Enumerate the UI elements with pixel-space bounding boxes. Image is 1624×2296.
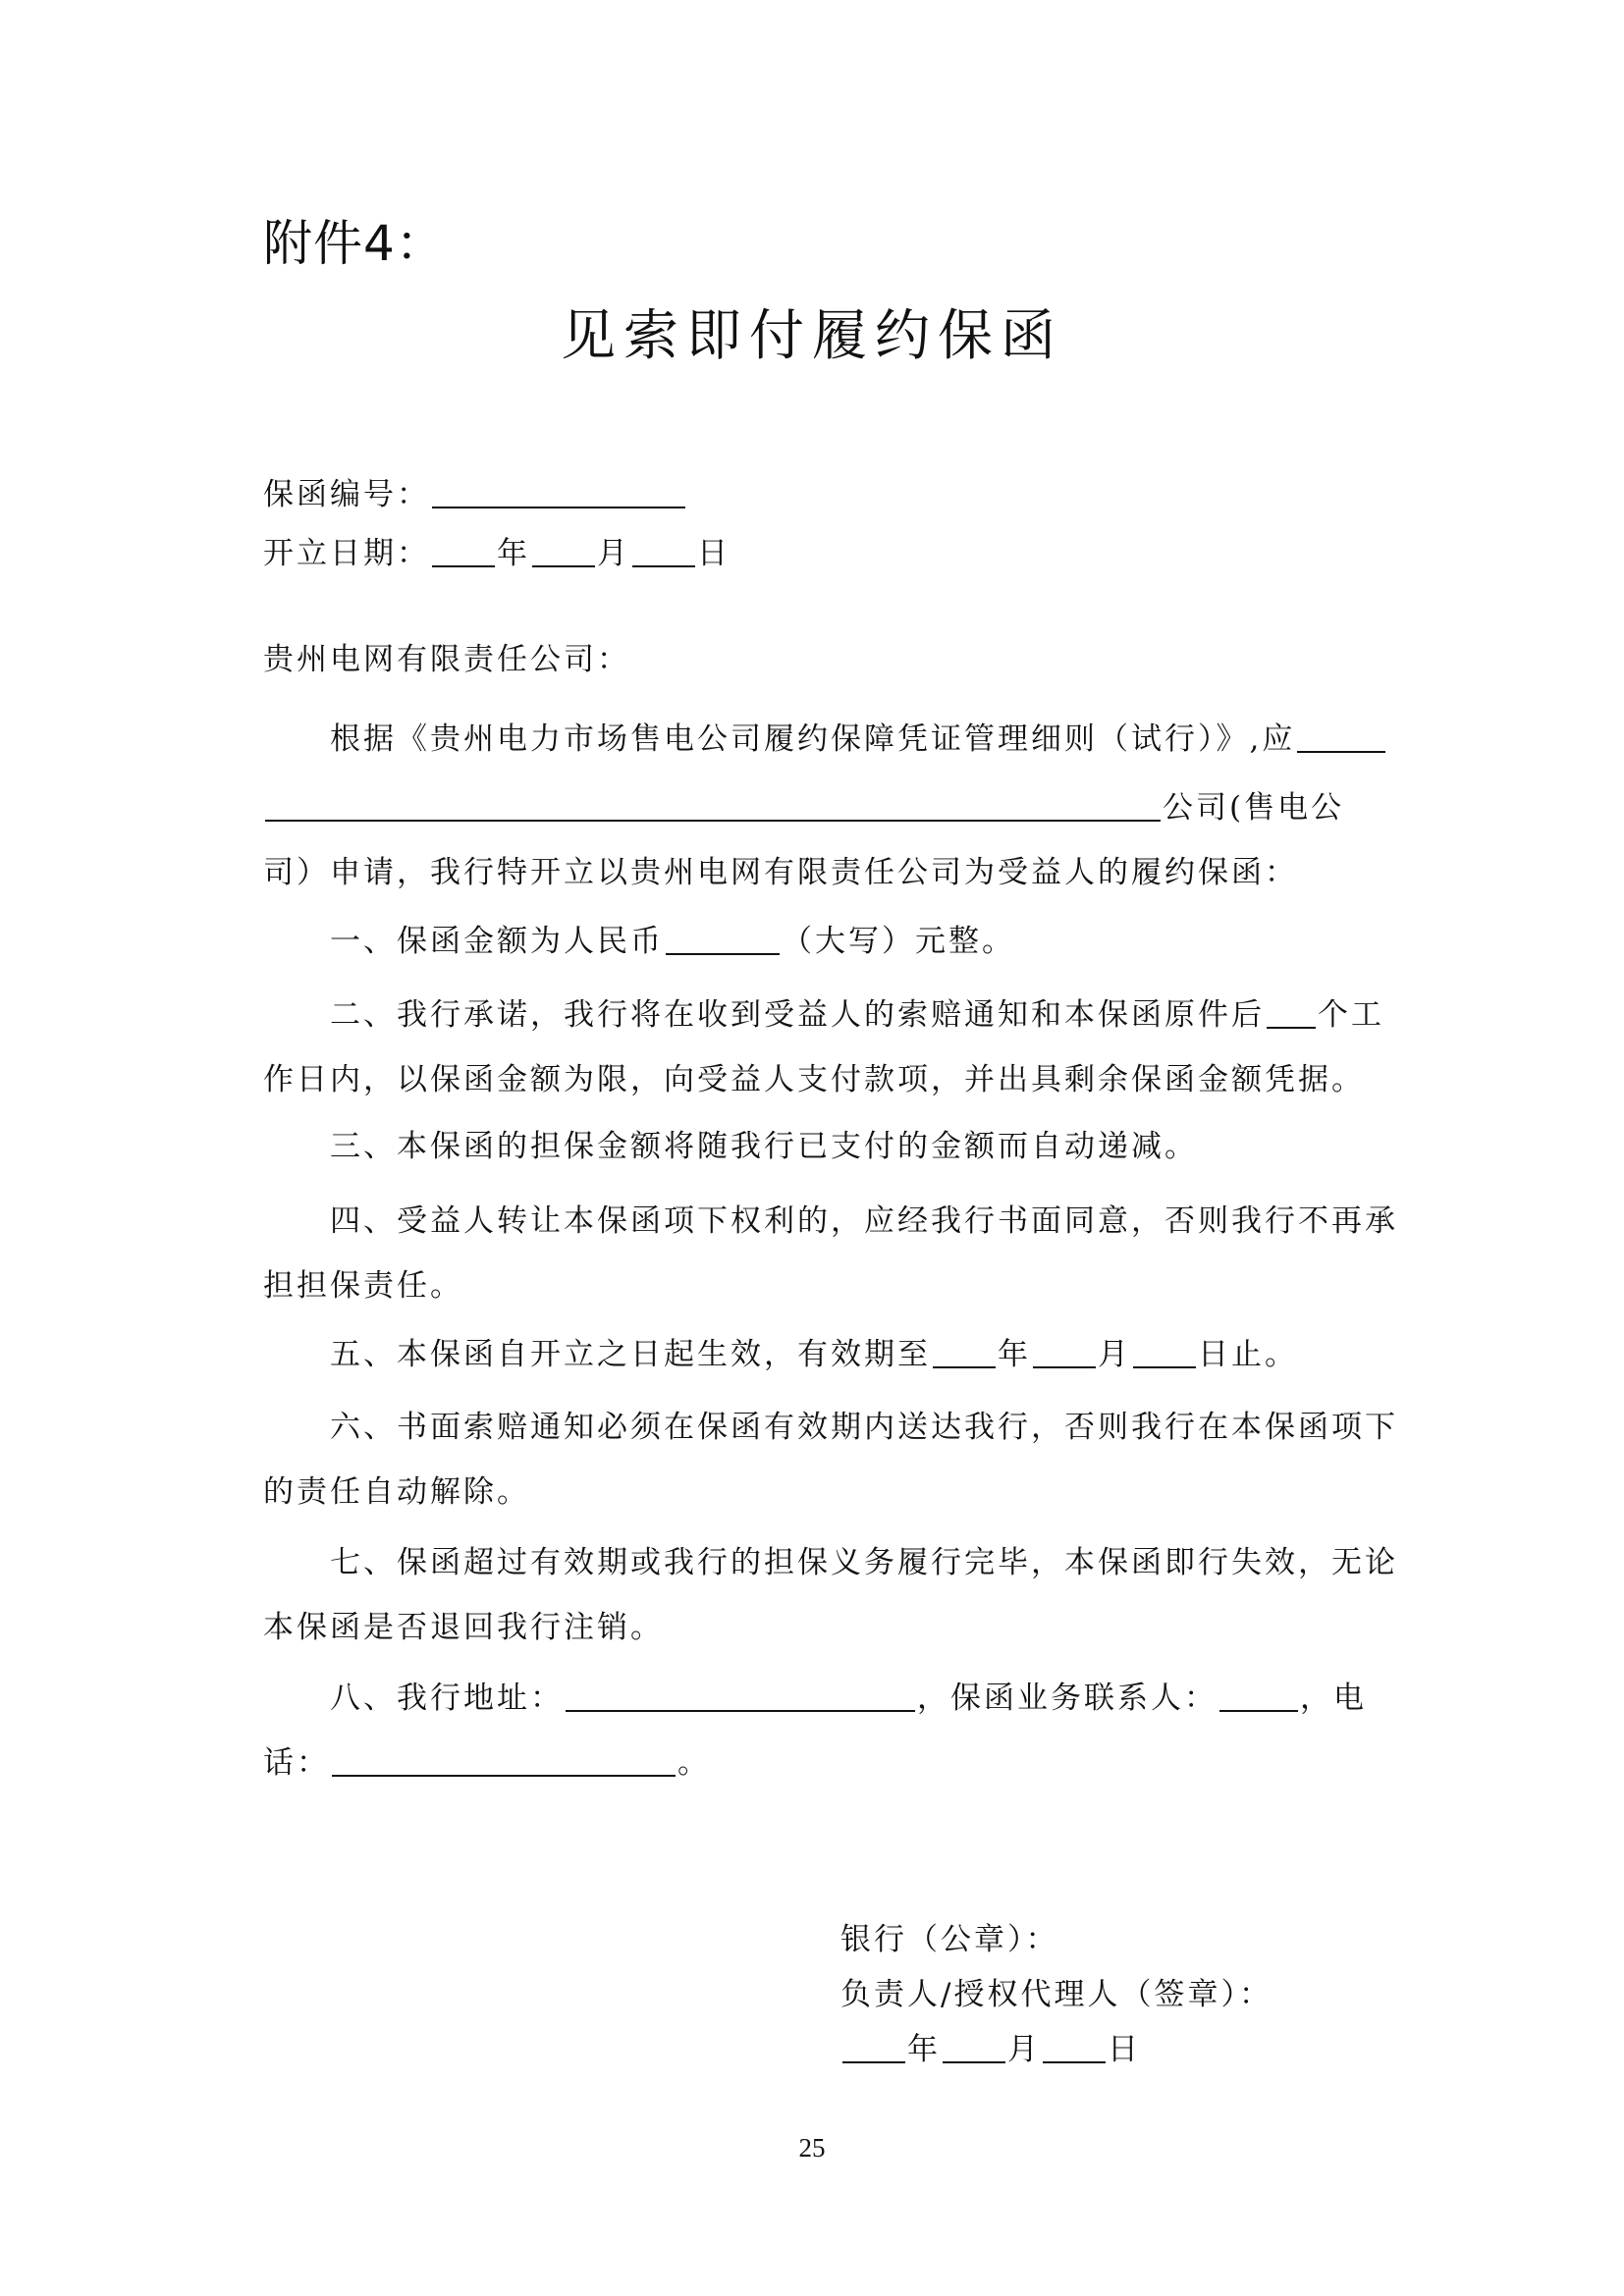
clause-2-text-b: 个工 [1318, 997, 1384, 1033]
clause-2-line-2: 作日内，以保函金额为限，向受益人支付款项，并出具剩余保函金额凭据。 [263, 1062, 1365, 1097]
clause-3: 三、本保函的担保金额将随我行已支付的金额而自动递减。 [330, 1129, 1198, 1164]
expiry-month-blank [1033, 1336, 1096, 1368]
expiry-day-blank [1133, 1336, 1196, 1368]
issue-year-blank [432, 535, 495, 567]
clause-8-phone-label-a: ，电 [1300, 1681, 1367, 1716]
bank-address-blank [566, 1680, 915, 1712]
clause-6-line-1: 六、书面索赔通知必须在保函有效期内送达我行，否则我行在本保函项下 [330, 1410, 1398, 1445]
issue-month-label: 月 [597, 536, 630, 571]
expiry-year-blank [933, 1336, 996, 1368]
document-title: 见索即付履约保函 [561, 304, 1063, 368]
intro-text-1: 根据《贵州电力市场售电公司履约保障凭证管理细则（试行）》,应 [330, 721, 1296, 757]
clause-1-text-a: 一、保函金额为人民币 [330, 924, 664, 959]
signature-year-label: 年 [907, 2032, 941, 2067]
signature-year-blank [842, 2031, 905, 2063]
signature-day-blank [1043, 2031, 1106, 2063]
clause-5-text: 五、本保函自开立之日起生效，有效期至 [330, 1337, 931, 1372]
bank-seal-label: 银行（公章）： [840, 1922, 1059, 1957]
expiry-day-label: 日止。 [1198, 1337, 1298, 1372]
intro-line-1 [330, 714, 1387, 758]
phone-blank [332, 1744, 676, 1777]
signature-month-blank [943, 2031, 1005, 2063]
authorized-signature-label: 负责人/授权代理人（签章）： [840, 1977, 1272, 2012]
guarantee-number-label: 保函编号： [263, 477, 430, 512]
clause-8-phone-label-b: 话： [263, 1745, 330, 1781]
clause-8-address-label: 八、我行地址： [330, 1681, 564, 1716]
issue-day-blank [632, 535, 695, 567]
clause-7-line-1: 七、保函超过有效期或我行的担保义务履行完毕，本保函即行失效，无论 [330, 1545, 1398, 1580]
clause-4-line-1: 四、受益人转让本保函项下权利的，应经我行书面同意，否则我行不再承 [330, 1203, 1398, 1239]
clause-1 [330, 916, 1015, 960]
clause-5 [330, 1329, 1298, 1373]
signature-date-line [840, 2024, 1141, 2068]
clause-8-line-1 [330, 1673, 1367, 1717]
issue-month-blank [532, 535, 595, 567]
clause-4-line-2: 担担保责任。 [263, 1268, 463, 1304]
clause-8-contact-label: ，保函业务联系人： [917, 1681, 1218, 1716]
amount-blank [666, 923, 780, 955]
company-blank-2 [265, 789, 1161, 822]
clause-1-text-b: （大写）元整。 [782, 924, 1015, 959]
clause-8-period: 。 [677, 1745, 711, 1781]
intro-line-2 [263, 782, 1344, 827]
issue-date-label: 开立日期： [263, 536, 430, 571]
expiry-year-label: 年 [998, 1337, 1031, 1372]
page-number: 25 [798, 2133, 826, 2163]
contact-person-blank [1219, 1680, 1298, 1712]
signature-day-label: 日 [1108, 2032, 1141, 2067]
annex-label: 附件4： [263, 215, 446, 272]
signature-month-label: 月 [1007, 2032, 1041, 2067]
guarantee-number-line [263, 469, 687, 513]
expiry-month-label: 月 [1098, 1337, 1131, 1372]
clause-8-line-2 [263, 1737, 711, 1782]
company-blank-1 [1297, 721, 1385, 753]
guarantee-number-blank [432, 476, 685, 508]
issue-day-label: 日 [697, 536, 731, 571]
working-days-blank [1267, 996, 1316, 1029]
addressee: 贵州电网有限责任公司： [263, 642, 630, 677]
intro-line-3: 司）申请，我行特开立以贵州电网有限责任公司为受益人的履约保函： [263, 855, 1298, 890]
clause-2-text-a: 二、我行承诺，我行将在收到受益人的索赔通知和本保函原件后 [330, 997, 1265, 1033]
clause-7-line-2: 本保函是否退回我行注销。 [263, 1610, 664, 1645]
clause-2-line-1 [330, 989, 1384, 1034]
issue-date-line [263, 528, 731, 572]
intro-text-2: 公司(售电公 [1163, 790, 1345, 826]
issue-year-label: 年 [497, 536, 530, 571]
clause-6-line-2: 的责任自动解除。 [263, 1474, 530, 1510]
